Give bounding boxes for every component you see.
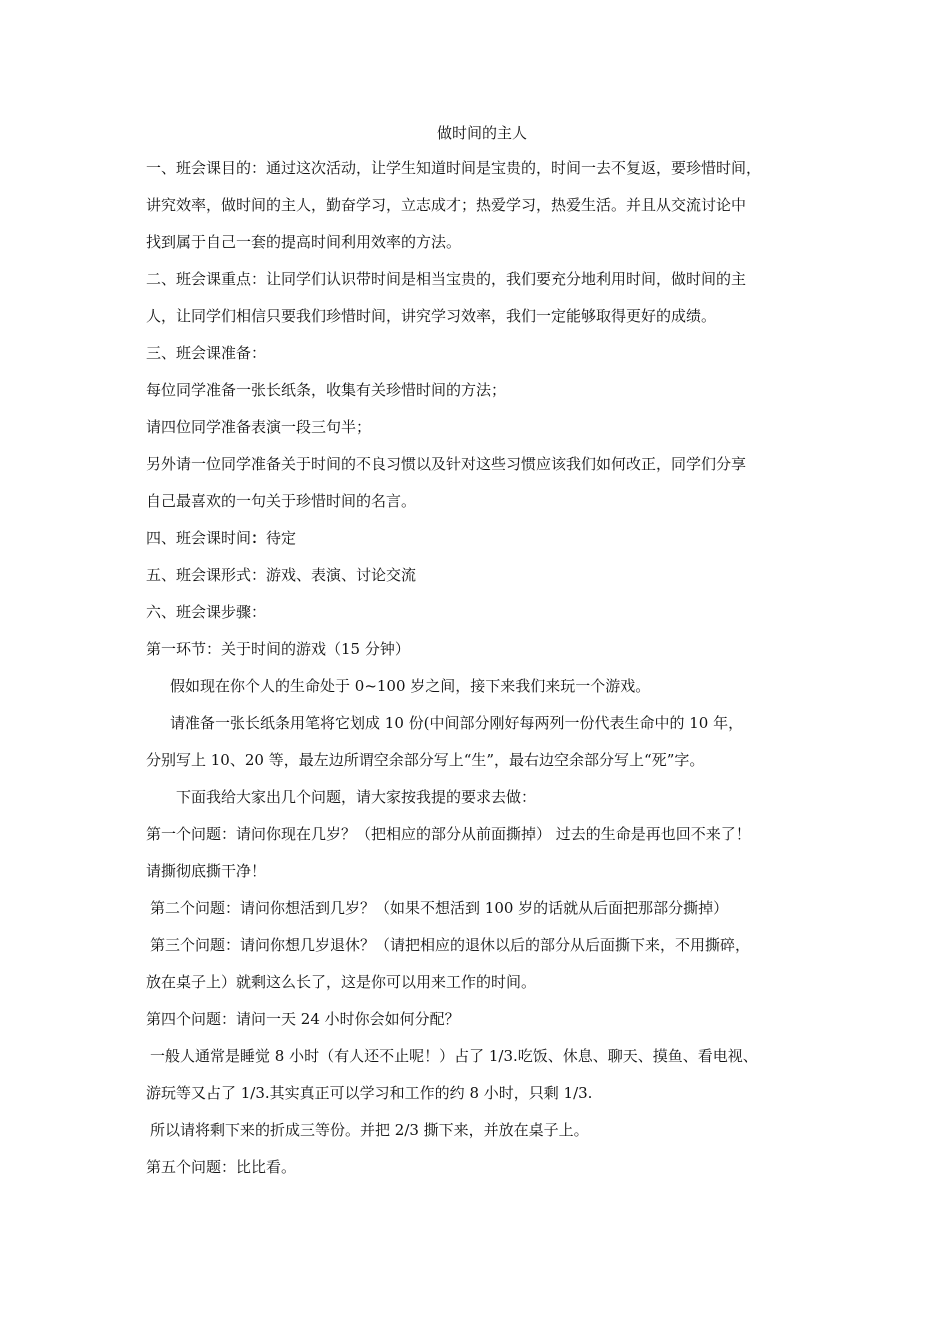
document-body: [146, 116, 818, 1186]
question-4: 第四个问题：请问一天 24 小时你会如何分配？: [146, 1010, 460, 1028]
step-1-heading: 第一环节：关于时间的游戏（15 分钟）: [146, 640, 410, 658]
prep-item-3: [146, 446, 818, 520]
time-label: 四、班会课时间: [146, 529, 252, 547]
question-3: [146, 927, 818, 1001]
section-purpose: [146, 150, 818, 261]
prep-item-2: 请四位同学准备表演一段三句半；: [146, 418, 372, 436]
time-colon: ：: [251, 529, 267, 547]
document-title: 做时间的主人: [436, 124, 527, 142]
step-1-p2-line-1: 请准备一张长纸条用笔将它划成 10 份(中间部分刚好每两列一份代表生命中的 10 年，: [170, 714, 744, 732]
step-1-p2-line-2: 分别写上 10、20 等，最左边所谓空余部分写上“生”，最右边空余部分写上“死”字。: [146, 751, 705, 769]
question-2: 第二个问题：请问你想活到几岁？（如果不想活到 100 岁的话就从后面把那部分撕掉）: [150, 899, 729, 917]
question-3-line-2: 放在桌子上）就剩这么长了，这是你可以用来工作的时间。: [146, 973, 537, 991]
time-value: 待定: [266, 529, 297, 547]
question-1: [146, 816, 818, 890]
step-1-paragraph-1: 假如现在你个人的生命处于 0~100 岁之间，接下来我们来玩一个游戏。: [170, 677, 651, 695]
question-5: 第五个问题：比比看。: [146, 1158, 297, 1176]
question-4-p1-line-1: 一般人通常是睡觉 8 小时（有人还不止呢！）占了 1/3.吃饭、休息、聊天、摸鱼、看电视、: [150, 1047, 758, 1065]
purpose-line-1: 一、班会课目的：通过这次活动，让学生知道时间是宝贵的，时间一去不复返，要珍惜时间，: [146, 159, 762, 177]
question-4-paragraph-2: 所以请将剩下来的折成三等份。并把 2/3 撕下来，并放在桌子上。: [150, 1121, 589, 1139]
step-1-paragraph-3: 下面我给大家出几个问题，请大家按我提的要求去做：: [176, 788, 537, 806]
focus-line-2: 人，让同学们相信只要我们珍惜时间，讲究学习效率，我们一定能够取得更好的成绩。: [146, 307, 717, 325]
purpose-line-2: 讲究效率，做时间的主人，勤奋学习，立志成才；热爱学习，热爱生活。并且从交流讨论中: [146, 196, 747, 214]
prep-3-line-1: 另外请一位同学准备关于时间的不良习惯以及针对这些习惯应该我们如何改正，同学们分享: [146, 455, 747, 473]
section-form: 五、班会课形式：游戏、表演、讨论交流: [146, 566, 417, 584]
prep-3-line-2: 自己最喜欢的一句关于珍惜时间的名言。: [146, 492, 417, 510]
question-3-line-1: 第三个问题：请问你想几岁退休？（请把相应的退休以后的部分从后面撕下来，不用撕碎，: [150, 936, 751, 954]
section-time: [146, 520, 818, 557]
section-focus: [146, 261, 818, 335]
question-4-p1-line-2: 游玩等又占了 1/3.其实真正可以学习和工作的约 8 小时，只剩 1/3.: [146, 1084, 593, 1102]
question-4-paragraph-1: [146, 1038, 818, 1112]
steps-heading: 六、班会课步骤：: [146, 603, 267, 621]
question-1-line-1: 第一个问题：请问你现在几岁？（把相应的部分从前面撕掉） 过去的生命是再也回不来了！: [146, 825, 751, 843]
prep-item-1: 每位同学准备一张长纸条，收集有关珍惜时间的方法；: [146, 381, 507, 399]
prep-heading: 三、班会课准备：: [146, 344, 267, 362]
question-1-line-2: 请撕彻底撕干净！: [146, 862, 267, 880]
purpose-line-3: 找到属于自己一套的提高时间利用效率的方法。: [146, 233, 462, 251]
step-1-paragraph-2: [146, 705, 818, 779]
focus-line-1: 二、班会课重点：让同学们认识带时间是相当宝贵的，我们要充分地利用时间，做时间的主: [146, 270, 747, 288]
